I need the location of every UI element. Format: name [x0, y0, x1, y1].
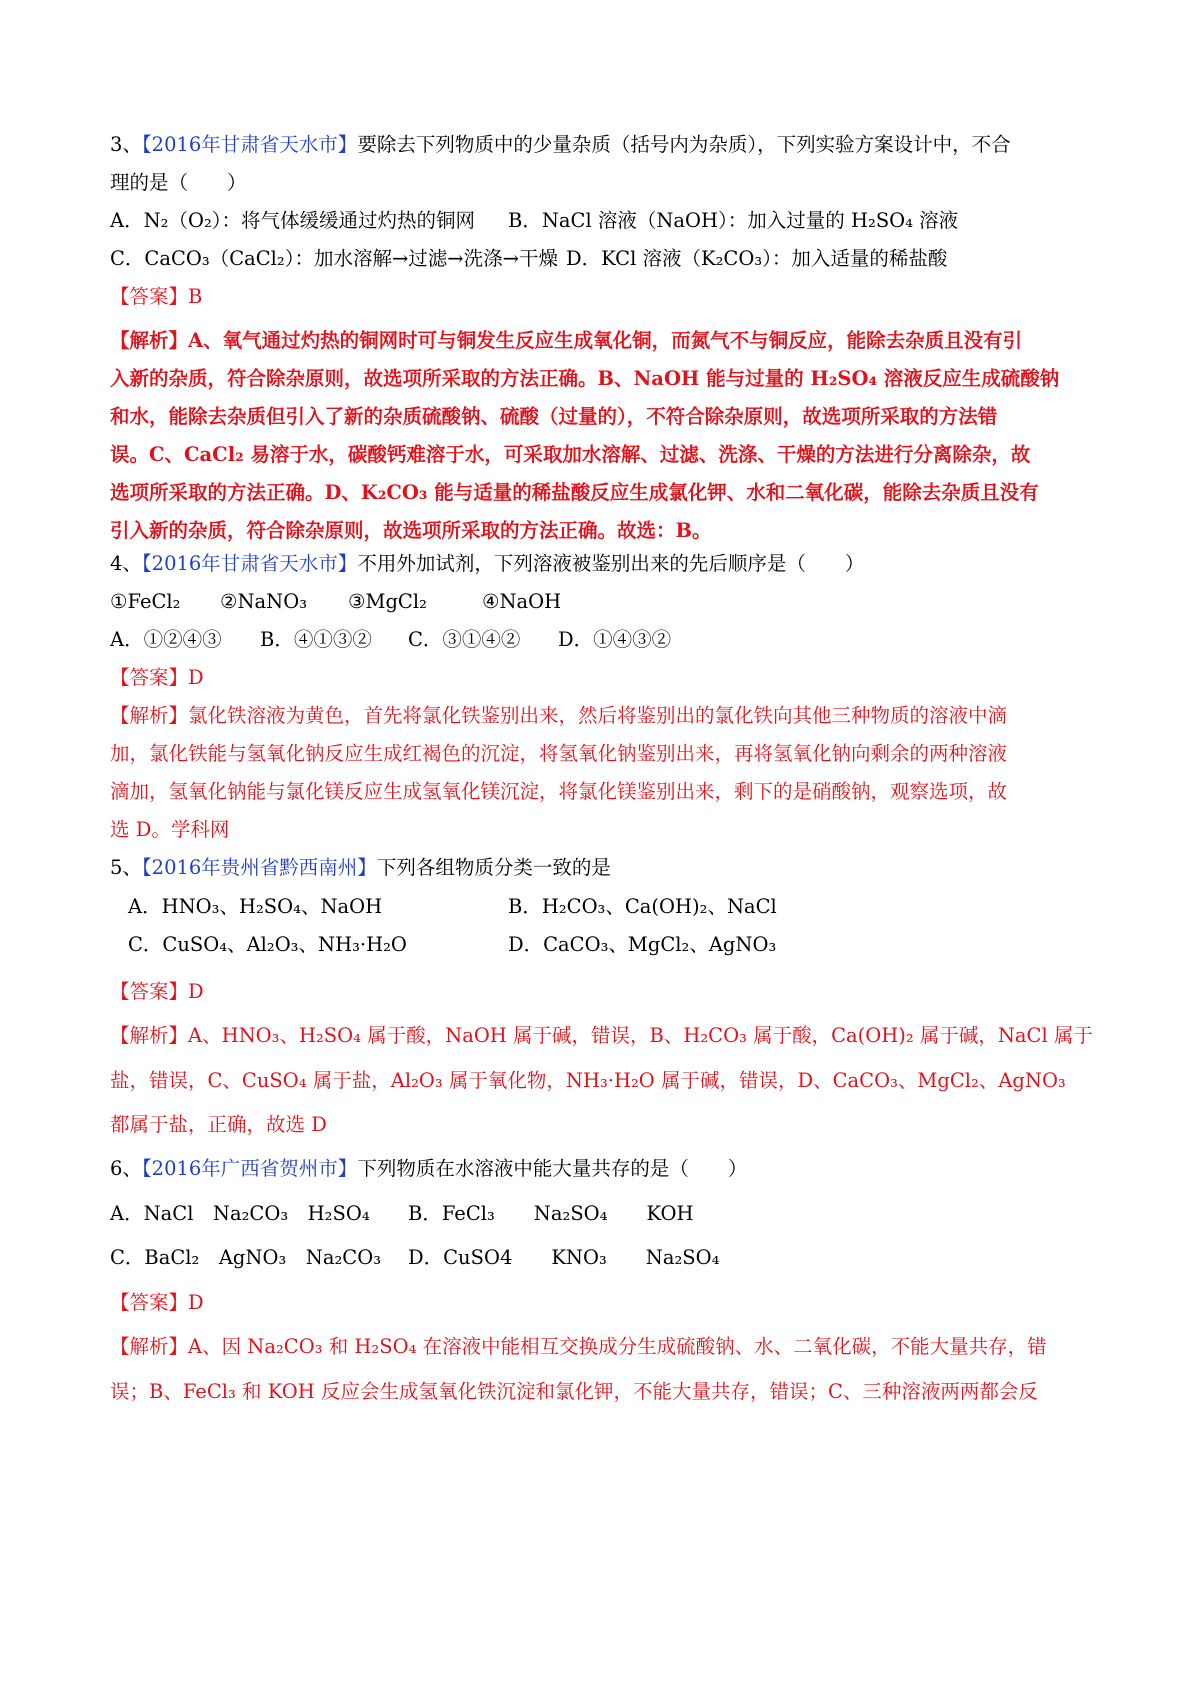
q4-item: ④NaOH: [482, 590, 562, 613]
q4-option-a: A．①②④③: [110, 628, 222, 651]
q4-stem: [110, 549, 1120, 579]
q5-option-d: D．CaCO₃、MgCl₂、AgNO₃: [508, 933, 777, 956]
q6-option-a: A．NaCl Na₂CO₃ H₂SO₄: [110, 1202, 370, 1225]
q4-analysis-line: 选 D。学科网: [110, 818, 230, 841]
q3-option-c: C．CaCO₃（CaCl₂）：加水溶解→过滤→洗涤→干燥: [110, 247, 558, 270]
q4-option-d: D．①④③②: [558, 628, 672, 651]
q6-stem-text: 下列物质在水溶液中能大量共存的是（ ）: [357, 1157, 748, 1180]
q6-option-b: B．FeCl₃ Na₂SO₄ KOH: [408, 1202, 694, 1225]
q3-stem-line2: 理的是（ ）: [110, 171, 247, 194]
q6-stem: [110, 1154, 1120, 1184]
q4-analysis-line: 【解析】氯化铁溶液为黄色，首先将氯化铁鉴别出来，然后将鉴别出的氯化铁向其他三种物质的溶液中滴: [110, 704, 1008, 727]
q6-option-d: D．CuSO4 KNO₃ Na₂SO₄: [408, 1246, 720, 1269]
q3-number: 3、: [110, 133, 142, 156]
q3-analysis-line: 误。C、CaCl₂ 易溶于水，碳酸钙难溶于水，可采取加水溶解、过滤、洗涤、干燥的方法进行分离除杂，故: [110, 443, 1031, 466]
q5-number: 5、: [110, 856, 142, 879]
q4-item: ②NaNO₃: [220, 590, 308, 613]
q3-option-a: A．N₂（O₂）：将气体缓缓通过灼热的铜网: [110, 209, 476, 232]
q6-analysis-line: 误；B、FeCl₃ 和 KOH 反应会生成氢氧化铁沉淀和氯化钾，不能大量共存，错误；C、三种溶液两两都会反: [110, 1380, 1038, 1403]
q5-option-c: C．CuSO₄、Al₂O₃、NH₃·H₂O: [128, 933, 407, 956]
q4-source: 【2016年甘肃省天水市】: [141, 552, 358, 575]
q4-option-c: C．③①④②: [408, 628, 521, 651]
q5-analysis-line: 盐，错误，C、CuSO₄ 属于盐，Al₂O₃ 属于氧化物，NH₃·H₂O 属于碱，错误，D、CaCO₃、MgCl₂、AgNO₃: [110, 1069, 1066, 1092]
q3-analysis-line: 入新的杂质，符合除杂原则，故选项所采取的方法正确。B、NaOH 能与过量的 H₂SO₄ 溶液反应生成硫酸钠: [110, 367, 1060, 390]
q5-answer: 【答案】D: [110, 980, 204, 1003]
q3-analysis-line: 和水，能除去杂质但引入了新的杂质硫酸钠、硫酸（过量的），不符合除杂原则，故选项所采取的方法错: [110, 405, 998, 428]
q6-source: 【2016年广西省贺州市】: [141, 1157, 358, 1180]
q5-analysis-line: 【解析】A、HNO₃、H₂SO₄ 属于酸，NaOH 属于碱，错误，B、H₂CO₃ 属于酸，Ca(OH)₂ 属于碱，NaCl 属于: [110, 1024, 1093, 1047]
q5-analysis-line: 都属于盐，正确，故选 D: [110, 1113, 327, 1136]
q3-source: 【2016年甘肃省天水市】: [141, 133, 358, 156]
q6-option-c: C．BaCl₂ AgNO₃ Na₂CO₃: [110, 1246, 382, 1269]
q5-source: 【2016年贵州省黔西南州】: [141, 856, 377, 879]
q3-analysis-line: 【解析】A、氧气通过灼热的铜网时可与铜发生反应生成氧化铜，而氮气不与铜反应，能除去杂质且没有引: [110, 329, 1023, 352]
q3-answer: 【答案】B: [110, 285, 203, 308]
q3-analysis-line: 引入新的杂质，符合除杂原则，故选项所采取的方法正确。故选：B。: [110, 519, 712, 542]
q4-analysis-line: 加，氯化铁能与氢氧化钠反应生成红褐色的沉淀，将氢氧化钠鉴别出来，再将氢氧化钠向剩余的两种溶液: [110, 742, 1008, 765]
q3-analysis-line: 选项所采取的方法正确。D、K₂CO₃ 能与适量的稀盐酸反应生成氯化钾、水和二氧化碳，能除去杂质且没有: [110, 481, 1039, 504]
q4-analysis-line: 滴加，氢氧化钠能与氯化镁反应生成氢氧化镁沉淀，将氯化镁鉴别出来，剩下的是硝酸钠，观察选项，故: [110, 780, 1008, 803]
q3-stem-1: 要除去下列物质中的少量杂质（括号内为杂质），下列实验方案设计中，不合: [357, 133, 1011, 156]
q4-stem-text: 不用外加试剂，下列溶液被鉴别出来的先后顺序是（ ）: [357, 552, 865, 575]
q3-option-b: B．NaCl 溶液（NaOH）：加入过量的 H₂SO₄ 溶液: [508, 209, 959, 232]
q6-analysis-line: 【解析】A、因 Na₂CO₃ 和 H₂SO₄ 在溶液中能相互交换成分生成硫酸钠、水、二氧化碳，不能大量共存，错: [110, 1335, 1047, 1358]
q4-answer: 【答案】D: [110, 666, 204, 689]
q5-option-b: B．H₂CO₃、Ca(OH)₂、NaCl: [508, 895, 777, 918]
q4-item: ③MgCl₂: [348, 590, 427, 613]
q5-option-a: A．HNO₃、H₂SO₄、NaOH: [128, 895, 383, 918]
q5-stem-text: 下列各组物质分类一致的是: [376, 856, 611, 879]
q4-item: ①FeCl₂: [110, 590, 181, 613]
q6-number: 6、: [110, 1157, 142, 1180]
q4-number: 4、: [110, 552, 142, 575]
q3-stem-line1: [110, 130, 1120, 160]
q6-answer: 【答案】D: [110, 1291, 204, 1314]
q3-option-d: D．KCl 溶液（K₂CO₃）：加入适量的稀盐酸: [566, 247, 948, 270]
q4-option-b: B．④①③②: [260, 628, 372, 651]
q5-stem: [110, 853, 1120, 883]
